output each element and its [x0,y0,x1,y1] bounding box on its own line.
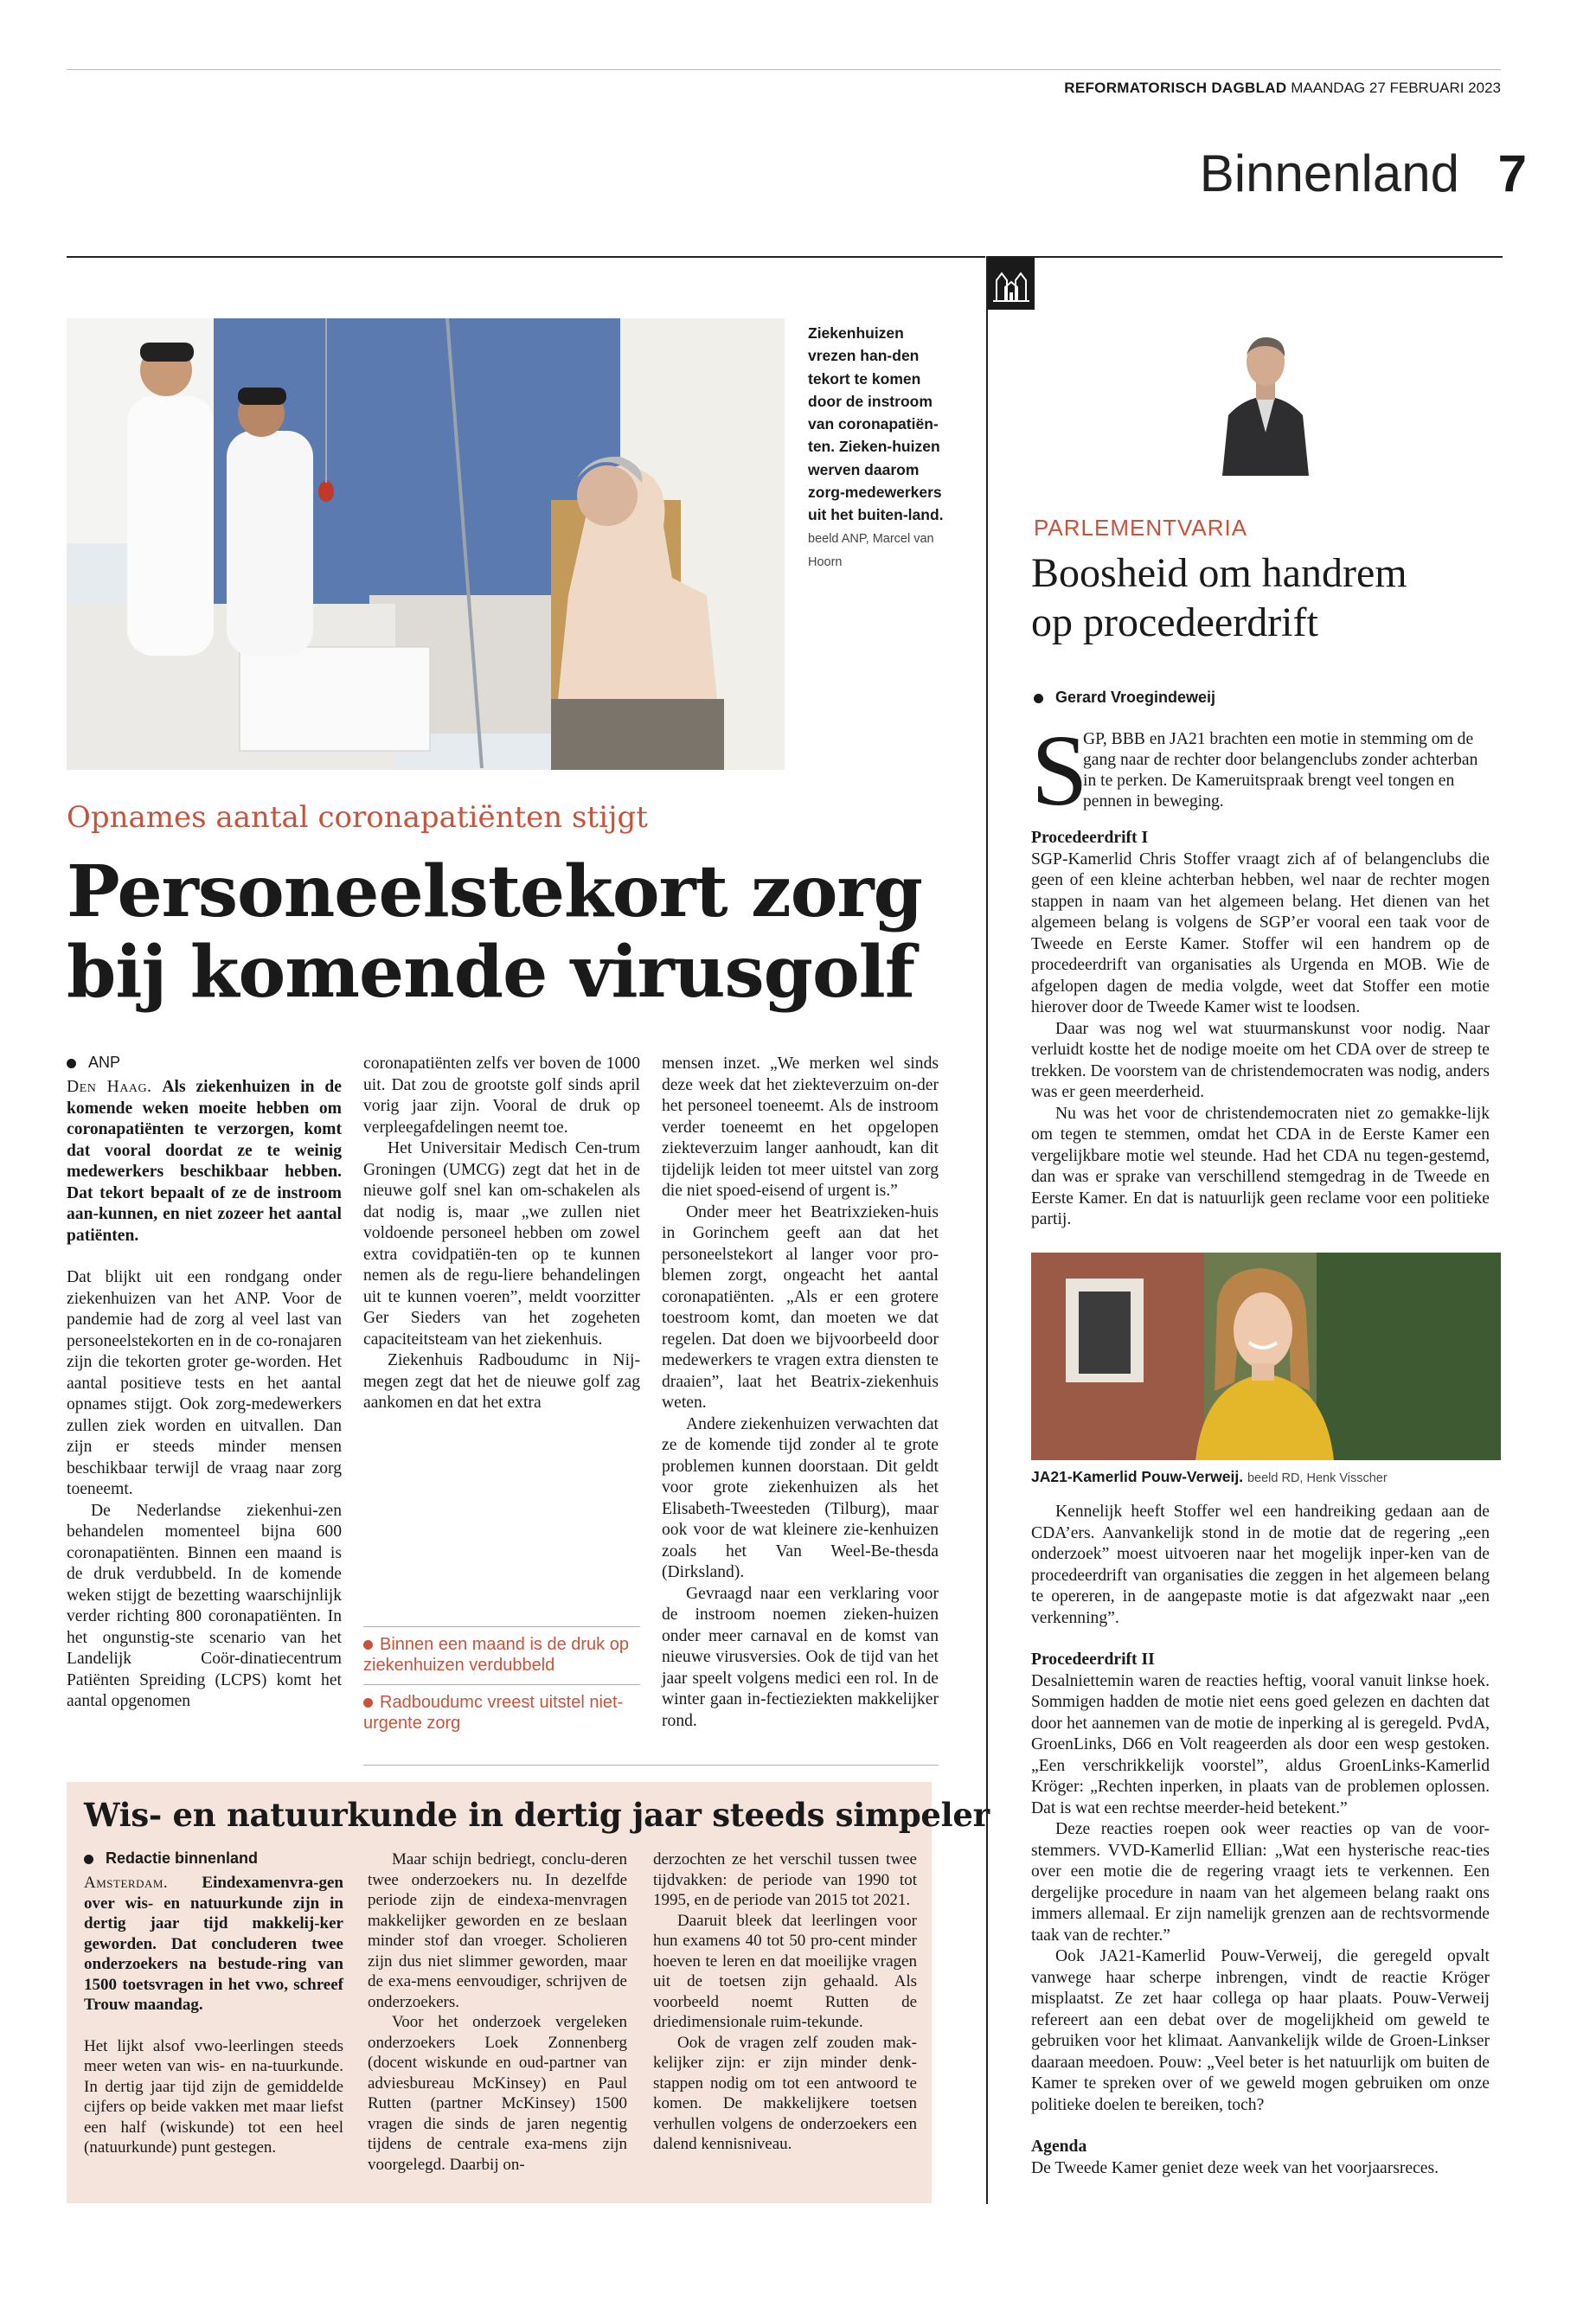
section-title: Binnenland [1199,144,1459,202]
headline-line-2: bij komende virusgolf [67,930,915,1014]
subheading: Procedeerdrift II [1031,1650,1155,1669]
hospital-scene-image [67,318,785,770]
box-author-name: Redactie binnenland [106,1849,259,1867]
bullet-icon [84,1855,93,1864]
bullet-icon [363,1640,373,1650]
photo-caption-text: Ziekenhuizen vrezen han-den tekort te komen door de instroom van coronapatiën-ten. Zieken-huizen werven daarom zorg-medewerkers uit het buiten-land. [808,324,944,523]
photo2-caption-text: JA21-Kamerlid Pouw-Verweij. [1031,1468,1244,1485]
side-intro: GP, BBB en JA21 brachten een motie in stemming om de gang naar de rechter door belangenclubs zonder achterban in te perken. De Kameruitspraak brengt veel tongen en pennen in beweging. [1083,730,1478,811]
paragraph: Daaruit bleek dat leerlingen voor hun examens 40 tot 50 pro-cent minder hoeven te leren en dat moeilijke vragen uit de toetsen zijn gehaald. Als voorbeeld noemt Rutten de driedimensionale ruim-tekunde. [653,1911,917,2031]
box-column-2 [368,1849,627,2175]
box-column-1 [84,1873,343,2158]
bullet-icon [363,1698,373,1708]
article-end-rule [363,1765,939,1766]
side-author-name: Gerard Vroegindeweij [1055,689,1216,706]
masthead [1064,80,1501,97]
bullet-icon [67,1059,76,1068]
article-column-1 [67,1077,342,1713]
author-portrait [1218,320,1313,476]
side-body-top [1031,828,1490,1231]
author-name: ANP [88,1054,121,1071]
paragraph: Desalniettemin waren de reacties heftig, vooral vanuit linkse hoek. Sommigen hadden de motie niet eens goed gelezen en dachten dat door het aannemen van de motie de inperking al is geregeld. PvdA, GroenLinks, D66 en Volt reageerden als door een wesp gestoken. „Een verschrikkelijk voorstel”, aldus GroenLinks-Kamerlid Kröger: „Rechten inperken, in plaats van de problemen oplossen. Dat is wat een rechtse meerder-heid betekent.” [1031,1671,1490,1817]
paragraph: De Nederlandse ziekenhui-zen behandelen momenteel bijna 600 coronapatiënten. Binnen een maand is de druk verdubbeld. In de komende weken stijgt de bezetting waarschijnlijk verder richting 800 coronapatiënten. In het ongunstig-ste scenario van het Landelijk Coör-dinatiecentrum Patiënten Spreiding (LCPS) komt het aantal opgenomen [67,1501,342,1710]
paragraph: SGP-Kamerlid Chris Stoffer vraagt zich af of belangenclubs die geen of een kleine achterban hebben, wel naar de rechter mogen stappen in naam van het algemeen belang. Het dienen van het algemeen belang is volgens de SGP’er vooral een taak voor de Tweede en Eerste Kamer. Stoffer wil een handrem op de procedeerdrift van organisaties als Urgenda en MOB. Wie de afgelopen dagen de media volgde, weet dat Stoffer een motie hierover door de Tweede Kamer wist te loodsen. [1031,849,1490,1016]
paragraph: Het lijkt alsof vwo-leerlingen steeds meer weten van wis- en na-tuurkunde. In dertig jaar tijd zijn de gemiddelde cijfers op beide vakken met maar liefst een half (wiskunde) tot een heel (natuurkunde) punt gestegen. [84,2036,343,2157]
lead-text: Als ziekenhuizen in de komende weken moeite hebben om coronapatiënten te verzorgen, komt dat vooral doordat ze te weinig medewerkers beschikbaar hebben. Dat tekort bepaalt of ze de instroom aan-kunnen, en niet zozeer het aantal patiënten. [67,1078,342,1245]
paragraph: derzochten ze het verschil tussen twee tijdvakken: de periode van 1990 tot 1995, en de periode van 2015 tot 2021. [653,1850,917,1909]
photo2-caption [1031,1468,1388,1486]
article-column-2 [363,1054,640,1414]
paragraph: Maar schijn bedriegt, conclu-deren twee onderzoekers nu. In dezelfde periode zijn de eindexa-menvragen makkelijker geworden en ze beslaan minder stof dan vroeger. Scholieren zijn dus niet slimmer geworden, maar de exa-mens eenvoudiger, schrijven de onderzoekers. [368,1850,627,2011]
box-lead-text: Eindexamenvra-gen over wis- en natuurkunde zijn in dertig jaar tijd makkelij-ker geworden. Dat concluderen twee onderzoekers na bestude-ring van 1500 toetsvragen in het vwo, schreef Trouw maandag. [84,1874,343,2014]
paragraph: Andere ziekenhuizen verwachten dat ze de komende tijd zonder al te grote problemen kunnen doorstaan. Dit geldt voor grote ziekenhuizen als het Elisabeth-Tweesteden (Tilburg), maar ook voor de wat kleinere zie-kenhuizen zoals het Van Weel-Be-thesda (Dirksland). [662,1414,939,1581]
paragraph: De Tweede Kamer geniet deze week van het voorjaarsreces. [1031,2158,1439,2177]
left-column-rule [67,256,985,258]
column-rubric: PARLEMENTVARIA [1034,515,1248,541]
article-kicker: Opnames aantal coronapatiënten stijgt [67,800,648,835]
pull-quote-1 [363,1627,640,1684]
paragraph: Nu was het voor de christendemocraten niet zo gemakke-lijk om tegen te stemmen, omdat het CDA in de Eerste Kamer een vergelijkbare motie wel steunde. Had het CDA nu tegen-gestemd, dan was er sprake van verschillend stemgedrag in de Tweede en Eerste Kamer. En dat is natuurlijk geen reclame voor een politieke partij. [1031,1104,1490,1228]
main-photo [67,318,785,770]
side-body-bottom [1031,1502,1490,2179]
pouw-verweij-photo [1031,1253,1501,1460]
photo2-credit: beeld RD, Henk Visscher [1247,1471,1388,1485]
subheading: Agenda [1031,2138,1087,2156]
pull-quotes [363,1626,640,1742]
side-headline-line-2: op procedeerdrift [1031,599,1318,645]
headline-line-1: Personeelstekort zorg [67,850,922,933]
page-number: 7 [1497,144,1527,202]
box-headline: Wis- en natuurkunde in dertig jaar steeds simpeler [84,1796,990,1834]
photo-caption [808,322,945,573]
article-author [67,1054,120,1072]
subheading: Procedeerdrift I [1031,829,1149,847]
paragraph: Gevraagd naar een verklaring voor de instroom noemen zieken-huizen onder meer carnaval en de komst van nieuwe virusversies. Ook de tijd van het jaar speelt volgens medici een rol. In de winter gaan in-fectieziekten makkelijker rond. [662,1584,939,1730]
paragraph: Ook de vragen zelf zouden mak-kelijker zijn: er zijn minder denk-stappen nodig om tot een antwoord te komen. De makkelijkere toetsen verhullen volgens de onderzoekers een dalend kennisniveau. [653,2033,917,2153]
article-column-3 [662,1054,939,1732]
drop-cap: S [1031,714,1088,827]
paragraph: Kennelijk heeft Stoffer wel een handreiking gedaan aan de CDA’ers. Aanvankelijk stond in de motie dat de regering „een onderzoek” moest uitvoeren naar het mogelijk inper-ken van de procedeerdrift van organisaties die zeggen in het algemeen belang te opereren, in de aangepaste motie is dat afgezwakt naar „een verkenning”. [1031,1503,1490,1627]
paragraph: Ziekenhuis Radboudumc in Nij-megen zegt dat het de nieuwe golf zag aankomen en dat het extra [363,1351,640,1412]
church-icon [988,258,1035,310]
dateline: Den Haag. [67,1078,152,1096]
masthead-paper: REFORMATORISCH DAGBLAD [1064,80,1287,96]
paragraph: Deze reacties roepen ook weer reacties op van de voor-stemmers. VVD-Kamerlid Ellian: „Wat een hysterische reac-ties over een motie die de regering vraagt iets te verkennen. Een dergelijke procedure in naam van het algemeen belang raakt ons immers allemaal. Er zijn namelijk grenzen aan de rechtsvormende taak van de rechter.” [1031,1820,1490,1945]
paragraph: Ook JA21-Kamerlid Pouw-Verweij, die geregeld opvalt vanwege haar scherpe inbrengen, vindt de reactie Kröger misplaatst. Ze zet haar collega op haar plaats. Pouw-Verweij refereert aan een debat over de mogelijkheid om geweld te gebruiken voor het klimaat. Aanvankelijk wilde de Groen-Linkser daaraan meedoen. Pouw: „Veel beter is het natuurlijk om buiten de Kamer te spreken over of we geweld mogen gebruiken om onze politieke doelen te bereiken, toch? [1031,1947,1490,2114]
top-rule [67,69,1501,70]
bullet-icon [1034,694,1043,703]
lead-paragraph [67,1077,342,1247]
box-author [84,1849,258,1868]
box-column-3 [653,1849,917,2155]
side-author [1034,689,1215,707]
dateline: Amsterdam. [84,1874,169,1892]
paragraph: mensen inzet. „We merken wel sinds deze week dat het ziekteverzuim on-der het personeel toeneemt. Als de instroom verder toeneemt en het opgelopen ziekteverzuim langer aanhoudt, kan dit tijdelijk leiden tot meer uitstel van zorg die niet spoed-eisend of urgent is.” [662,1054,939,1200]
box-lead [84,1873,343,2016]
paragraph: coronapatiënten zelfs ver boven de 1000 uit. Dat zou de grootste golf sinds april vorig jaar zijn. Vooral de druk op verpleegafdelingen neemt toe. [363,1054,640,1137]
pull-quote-2 [363,1685,640,1742]
article-headline [67,852,975,1012]
photo-credit: beeld ANP, Marcel van Hoorn [808,532,934,569]
pull-quote-text: Radboudumc vreest uitstel niet-urgente zorg [363,1693,624,1733]
side-headline [1031,549,1498,647]
paragraph: Dat blijkt uit een rondgang onder ziekenhuizen van het ANP. Voor de pandemie had de zorg al veel last van personeelstekorten en in de co-ronajaren zijn die tekorten groter ge-worden. Het aantal positieve tests en het aantal opnames stijgt. Ook zorg-medewerkers zullen ziek worden en uitvallen. Dan zijn er steeds minder mensen beschikbaar terwijl de vraag naar zorg toeneemt. [67,1268,342,1498]
paragraph: Onder meer het Beatrixzieken-huis in Gorinchem geeft aan dat het personeelstekort al langer voor pro-blemen zorgt, ongeacht het aantal coronapatiënten. „Als er een grotere toestroom komt, dan moeten we dat regelen. Dat doen we bijvoorbeeld door medewerkers te vragen extra diensten te draaien”, laat het Beatrix-ziekenhuis weten. [662,1202,939,1412]
paragraph: Daar was nog wel wat stuurmanskunst voor nodig. Naar verluidt kostte het de nodige moeite om het CDA over de streep te trekken. De voorstem van de christendemocraten was nodig, anders was er geen meerderheid. [1031,1019,1490,1101]
pull-quote-text: Binnen een maand is de druk op ziekenhuizen verdubbeld [363,1635,629,1675]
masthead-date: MAANDAG 27 FEBRUARI 2023 [1291,80,1501,96]
paragraph: Het Universitair Medisch Cen-trum Groningen (UMCG) zegt dat het in de nieuwe golf snel kan om-schakelen als dat nodig is, maar „we zullen niet voldoende personeel hebben om zowel extra covidpatiën-ten op te kunnen nemen als de regu-liere behandelingen uit te kunnen voeren”, meldt voorzitter Ger Sieders van het zogeheten capaciteitsteam van het ziekenhuis. [363,1139,640,1349]
paragraph: Voor het onderzoek vergeleken onderzoekers Loek Zonnenberg (docent wiskunde en oud-partner van adviesbureau McKinsey) en Paul Rutten (partner McKinsey) 1500 vragen die sinds de jaren negentig tijdens de centrale exa-mens zijn voorgelegd. Daarbij on- [368,2013,627,2174]
side-headline-line-1: Boosheid om handrem [1031,550,1407,596]
